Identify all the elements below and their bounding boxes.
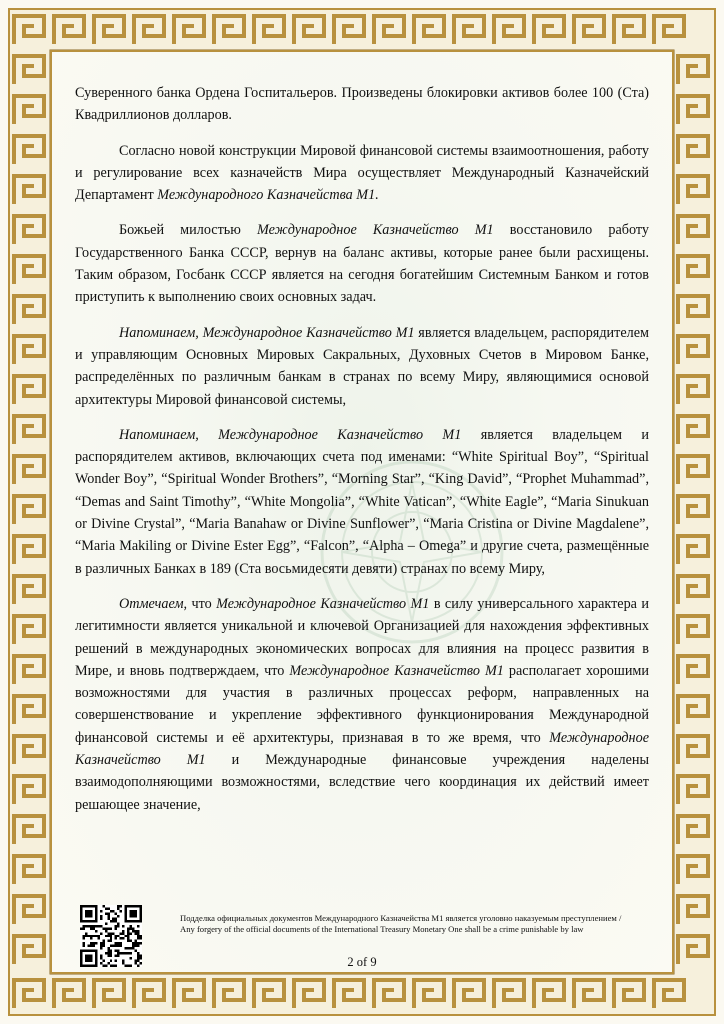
paragraph: [75, 322, 649, 411]
paragraph-text: в силу универсального характера и легитимности является уникальной и ключевой Организацией для нахождения эффективных решений в международных экономических вопросах для влияния на процесс развития в Мире, и вновь подтверждаем, что: [75, 595, 649, 679]
paragraph: [75, 140, 649, 207]
paragraph: [75, 424, 649, 580]
paragraph-text: Суверенного банка Ордена Госпитальеров. Произведены блокировки активов более 100 (Ста) Квадриллионов долларов.: [75, 85, 649, 124]
emphasis-text: Международное Казначейство М1: [289, 662, 504, 679]
emphasis-text: Отмечаем: [119, 595, 184, 612]
emphasis-text: Международное Казначейство М1: [256, 222, 494, 239]
paragraph-text: , что: [183, 595, 217, 612]
paragraph-text: является владельцем и распорядителем активов, включающих счета под именами: “White Spiritual Boy”, “Spiritual Wonder Boy”, “Spiritual Wonder Brothers”, “Morning Star”, “King David”, “Prophet Muhammad”, “Demas and Saint Timothy”, “White Mongolia”, “White Vatican”, “White Eagle”, “Maria Sinukuan or Divine Crystal”, “Maria Banahaw or Divine Sunflower”, “Maria Cristina or Divine Magdalene”, “Maria Makiling or Divine Ester Egg”, “Falcon”, “Alpha – Omega” и другие счета, размещённые в различных Банках в 189 (Ста восьмидесяти девяти) странах по всему Миру,: [75, 426, 649, 577]
paragraph-text: является владельцем, распорядителем и управляющим Основных Мировых Сакральных, Духовных Счетов в Мировом Банке, распределённых по различным банкам в странах по всему Миру, являющимися основой архитектуры Мировой финансовой системы,: [75, 324, 649, 408]
paragraph-text: и Международные финансовые учреждения наделены взаимодополняющими возможностями, вследствие чего координация их действий имеет решающее значение,: [75, 752, 649, 813]
page-number: 2 of 9: [347, 955, 377, 969]
forgery-disclaimer: Подделка официальных документов Международного Казначейства М1 является уголовно наказуемым преступлением / Any forgery of the official documents of the International Treasury Monetary One shall be a crime punishable by law: [180, 913, 622, 934]
paragraph-text: располагает хорошими возможностями для участия в различных процессах реформ, направленных на совершенствование и укрепление эффективного функционирования Международной финансовой системы и её архитектуры, признавая в то же время, что: [75, 662, 649, 746]
emphasis-text: Международное Казначейство М1: [75, 729, 649, 769]
paragraph: [75, 219, 649, 308]
paragraph: [75, 82, 649, 127]
paragraph-text: восстановило работу Государственного Банка СССР, вернув на баланс активы, которые ранее были расхищены. Таким образом, Госбанк СССР является на сегодня богатейшим Системным Банком и готов приступить к выполнению своих основных задач.: [75, 222, 649, 306]
emphasis-text: Международного Казначейства М1.: [157, 187, 379, 204]
paragraph: [75, 593, 649, 816]
emphasis-text: Международное Казначейство М1: [216, 595, 430, 612]
emphasis-text: Напоминаем, Международное Казначейство М1: [119, 426, 462, 443]
paragraph-text: Божьей милостью: [119, 222, 257, 239]
emphasis-text: Напоминаем, Международное Казначейство М1: [119, 324, 415, 341]
paragraph-text: Согласно новой конструкции Мировой финансовой системы взаимоотношения, работу и регулирование всех казначейств Мира осуществляет Международный Казначейский Департамент: [75, 142, 649, 204]
document-body: [75, 82, 649, 829]
